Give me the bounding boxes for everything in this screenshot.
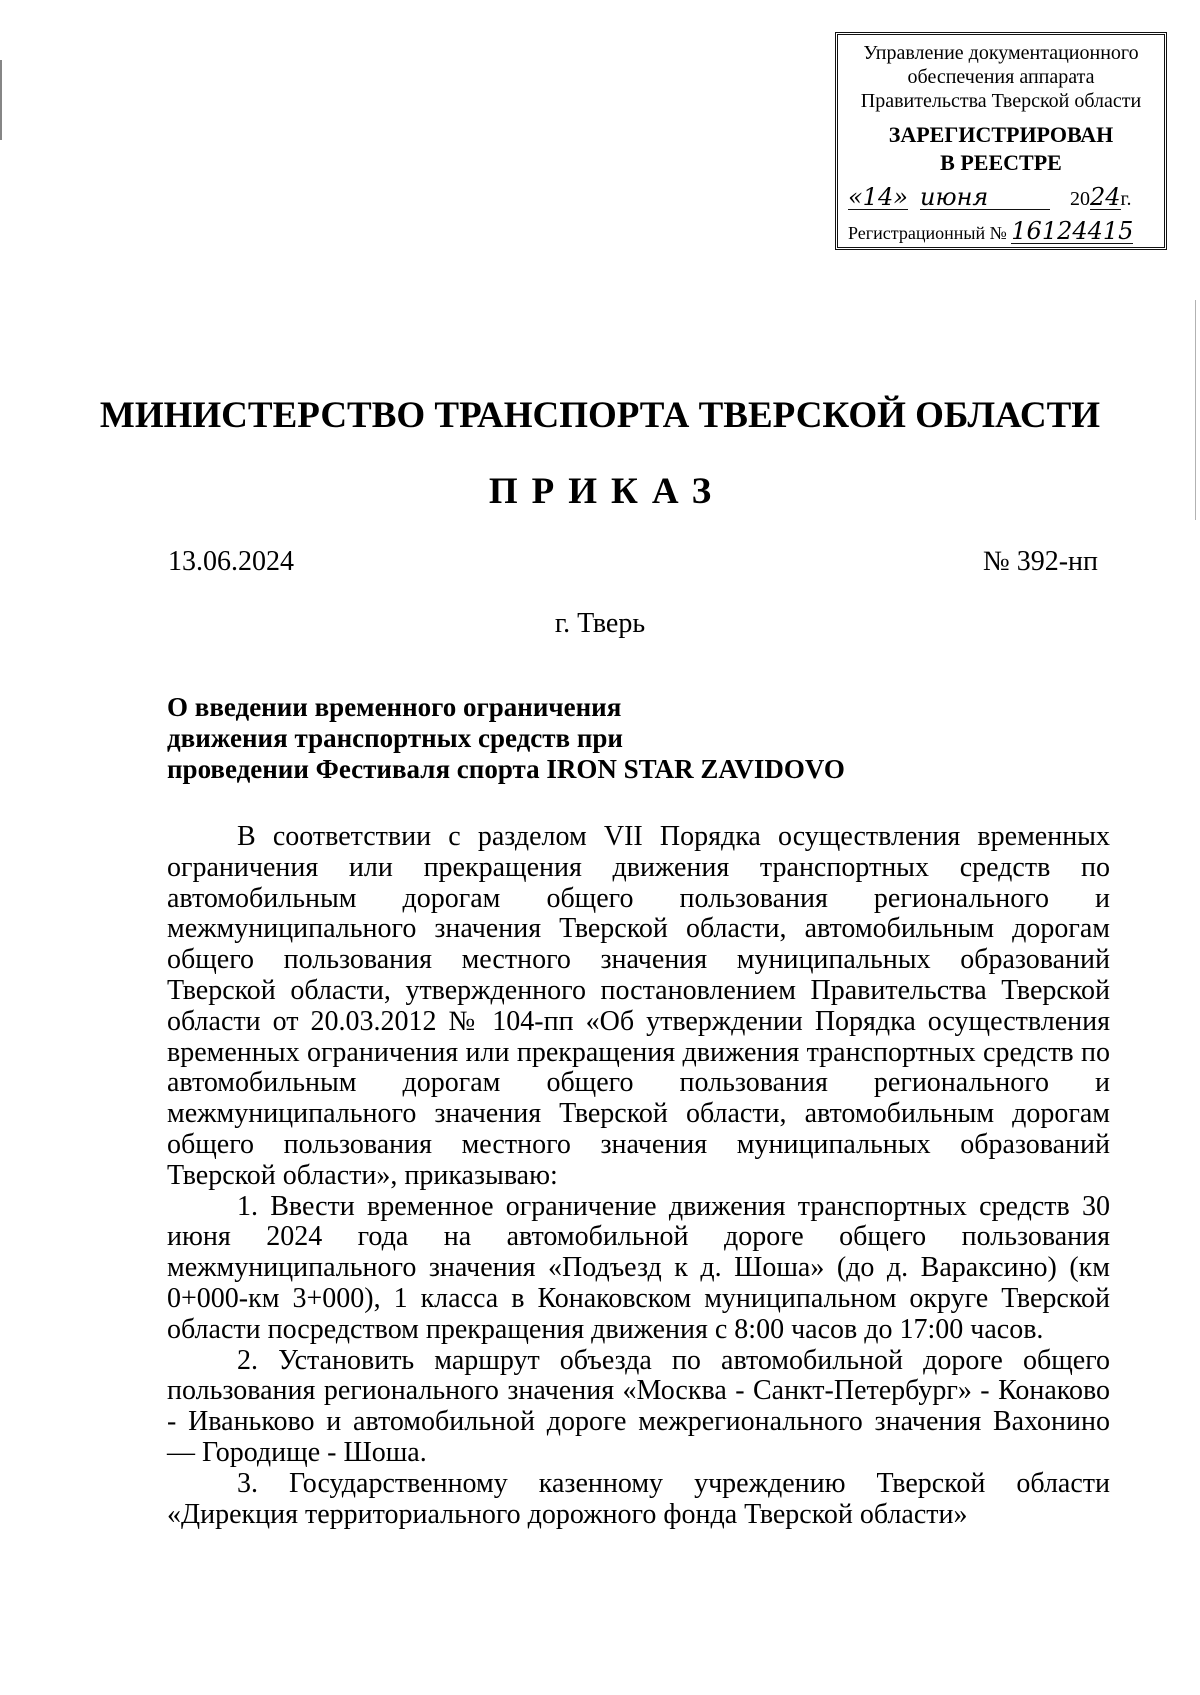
subject-line-3: проведении Фестиваля спорта IRON STAR ZAVIDOVO bbox=[167, 754, 845, 784]
stamp-regnum-label: Регистрационный № bbox=[848, 223, 1007, 243]
subject-line-1: О введении временного ограничения bbox=[167, 692, 622, 722]
order-item-1: 1. Ввести временное ограничение движения транспортных средств 30 июня 2024 года на автомобильной дороге общего пользования межмуниципального значения «Подъезд к д. Шоша» (до д. Вараксино) (км 0+000-км 3+000), 1 класса в Конаковском муниципальном округе Тверской области посредством прекращения движения с 8:00 часов до 17:00 часов. bbox=[167, 1190, 1110, 1345]
stamp-regnum-value: 16124415 bbox=[1011, 217, 1134, 245]
order-item-3: 3. Государственному казенному учреждению Тверской области «Дирекция территориального дорожного фонда Тверской области» bbox=[167, 1467, 1110, 1530]
scan-artifact-left bbox=[0, 60, 2, 140]
order-date: 13.06.2024 bbox=[168, 546, 294, 577]
preamble-paragraph: В соответствии с разделом VII Порядка осуществления временных ограничения или прекращения движения транспортных средств по автомобильным дорогам общего пользования регионального и межмуниципального значения Тверской области, автомобильным дорогам общего пользования местного значения муниципальных образований Тверской области, утвержденного постановлением Правительства Тверской области от 20.03.2012 № 104-пп «Об утверждении Порядка осуществления временных ограничения или прекращения движения транспортных средств по автомобильным дорогам общего пользования регионального и межмуниципального значения Тверской области, автомобильным дорогам общего пользования местного значения муниципальных образований Тверской области», приказываю: bbox=[167, 821, 1110, 1191]
stamp-registered-line-1: ЗАРЕГИСТРИРОВАН bbox=[888, 122, 1114, 147]
stamp-date-line bbox=[848, 185, 1160, 215]
order-body bbox=[167, 822, 1110, 1530]
stamp-year-end: г. bbox=[1120, 188, 1132, 210]
stamp-year bbox=[1070, 185, 1132, 211]
city: г. Тверь bbox=[554, 608, 646, 639]
order-item-2: 2. Установить маршрут объезда по автомобильной дороге общего пользования регионального значения «Москва - Санкт-Петербург» - Конаково - Иваньково и автомобильной дороге межрегионального значения Вахонино — Городище - Шоша. bbox=[167, 1344, 1110, 1468]
subject-line-2: движения транспортных средств при bbox=[167, 723, 623, 753]
stamp-registration-number-line bbox=[848, 219, 1160, 245]
document-type-title: ПРИКАЗ bbox=[488, 471, 726, 512]
order-number: № 392-нп bbox=[982, 546, 1098, 577]
stamp-month: июня bbox=[920, 185, 1050, 210]
stamp-department-line-2: обеспечения аппарата bbox=[907, 66, 1095, 88]
stamp-year-suffix: 24 bbox=[1090, 183, 1121, 211]
stamp-year-prefix: 20 bbox=[1070, 188, 1090, 210]
stamp-department-line-3: Правительства Тверской области bbox=[860, 90, 1142, 112]
stamp-registered-line-2: В РЕЕСТРЕ bbox=[940, 150, 1062, 175]
stamp-department-line-1: Управление документационного bbox=[863, 42, 1139, 64]
registration-stamp bbox=[835, 32, 1167, 250]
stamp-day: «14» bbox=[848, 183, 908, 211]
stamp-registered-title bbox=[838, 121, 1164, 177]
order-subject bbox=[167, 692, 927, 785]
ministry-title: МИНИСТЕРСТВО ТРАНСПОРТА ТВЕРСКОЙ ОБЛАСТИ bbox=[99, 395, 1101, 436]
